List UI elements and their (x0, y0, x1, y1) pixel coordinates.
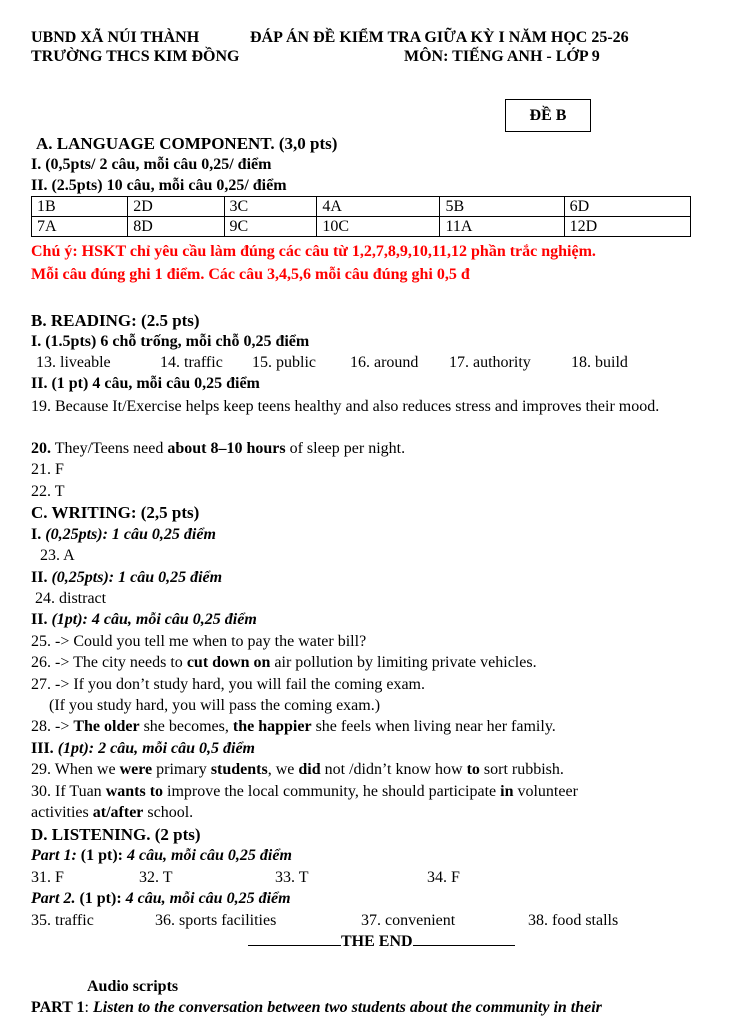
divider (248, 945, 341, 946)
school-name: TRƯỜNG THCS KIM ĐỒNG (31, 48, 240, 65)
answer-cell: 2D (128, 197, 224, 217)
answer-28: 28. -> The older she becomes, the happier she feels when living near her family. (31, 718, 556, 735)
list-item: 35. traffic (31, 912, 94, 929)
blank-answers (0, 353, 735, 373)
note-line-1: Chú ý: HSKT chỉ yêu cầu làm đúng các câu từ 1,2,7,8,9,10,11,12 phần trắc nghiệm. (31, 243, 596, 260)
list-item: 38. food stalls (528, 912, 619, 929)
answer-23: 23. A (40, 547, 75, 564)
listening-part1-answers (0, 868, 735, 888)
section-c-part4: III. (1pt): 2 câu, mỗi câu 0,5 điểm (31, 740, 255, 757)
answer-table (31, 196, 691, 237)
section-d-part1: Part 1: (1 pt): 4 câu, mỗi câu 0,25 điểm (31, 847, 292, 864)
section-d-title: D. LISTENING. (2 pts) (31, 825, 201, 844)
the-end: THE END (248, 932, 515, 952)
table-row (32, 197, 691, 217)
list-item: 13. liveable (36, 354, 111, 371)
school-district: UBND XÃ NÚI THÀNH (31, 29, 200, 46)
answer-26: 26. -> The city needs to cut down on air pollution by limiting private vehicles. (31, 654, 537, 671)
subject-line: MÔN: TIẾNG ANH - LỚP 9 (404, 48, 600, 65)
list-item: 15. public (252, 354, 316, 371)
section-d-part2: Part 2. (1 pt): 4 câu, mỗi câu 0,25 điểm (31, 890, 291, 907)
answer-22: 22. T (31, 483, 65, 500)
answer-24: 24. distract (35, 590, 107, 607)
answer-20: 20. They/Teens need about 8–10 hours of sleep per night. (31, 440, 406, 457)
listening-part2-answers (0, 911, 735, 931)
section-c-part2: II. (0,25pts): 1 câu 0,25 điểm (31, 569, 223, 586)
answer-cell: 11A (440, 217, 564, 237)
section-b-part2: II. (1 pt) 4 câu, mỗi câu 0,25 điểm (31, 375, 260, 392)
answer-cell: 6D (564, 197, 690, 217)
answer-19: 19. Because It/Exercise helps keep teens healthy and also reduces stress and improves their mood. (31, 398, 660, 415)
answer-cell: 8D (128, 217, 224, 237)
list-item: 37. convenient (361, 912, 456, 929)
list-item: 17. authority (449, 354, 531, 371)
answer-cell: 9C (224, 217, 317, 237)
list-item: 31. F (31, 869, 64, 886)
section-a-title: A. LANGUAGE COMPONENT. (3,0 pts) (36, 134, 338, 153)
section-c-part3: II. (1pt): 4 câu, mỗi câu 0,25 điểm (31, 611, 257, 628)
answer-cell: 1B (32, 197, 128, 217)
document-title: ĐÁP ÁN ĐỀ KIỂM TRA GIỮA KỲ I NĂM HỌC 25-26 (250, 29, 629, 46)
divider (413, 945, 515, 946)
answer-cell: 10C (317, 217, 440, 237)
exam-code-box: ĐỀ B (505, 99, 591, 132)
section-b-title: B. READING: (2.5 pts) (31, 311, 200, 330)
answer-cell: 3C (224, 197, 317, 217)
list-item: 32. T (139, 869, 173, 886)
table-row (32, 217, 691, 237)
list-item: 16. around (350, 354, 419, 371)
section-b-part1: I. (1.5pts) 6 chỗ trống, mỗi chỗ 0,25 điểm (31, 333, 310, 350)
answer-27-alt: (If you study hard, you will pass the coming exam.) (49, 697, 381, 714)
audio-part1-heading: PART 1: Listen to the conversation between two students about the community in their (31, 999, 602, 1016)
answer-cell: 7A (32, 217, 128, 237)
section-c-part1: I. (0,25pts): 1 câu 0,25 điểm (31, 526, 216, 543)
answer-30-continued: activities at/after school. (31, 804, 194, 821)
answer-30: 30. If Tuan wants to improve the local community, he should participate in volunteer (31, 783, 578, 800)
section-a-part1: I. (0,5pts/ 2 câu, mỗi câu 0,25/ điểm (31, 156, 272, 173)
list-item: 18. build (571, 354, 628, 371)
list-item: 34. F (427, 869, 460, 886)
answer-cell: 5B (440, 197, 564, 217)
answer-29: 29. When we were primary students, we did not /didn’t know how to sort rubbish. (31, 761, 564, 778)
section-c-title: C. WRITING: (2,5 pts) (31, 503, 200, 522)
answer-cell: 4A (317, 197, 440, 217)
answer-21: 21. F (31, 461, 64, 478)
list-item: 14. traffic (160, 354, 223, 371)
answer-25: 25. -> Could you tell me when to pay the water bill? (31, 633, 367, 650)
section-a-part2: II. (2.5pts) 10 câu, mỗi câu 0,25/ điểm (31, 177, 287, 194)
answer-cell: 12D (564, 217, 690, 237)
note-line-2: Mỗi câu đúng ghi 1 điểm. Các câu 3,4,5,6 mỗi câu đúng ghi 0,5 đ (31, 266, 470, 283)
list-item: 33. T (275, 869, 309, 886)
list-item: 36. sports facilities (155, 912, 277, 929)
audio-scripts-title: Audio scripts (87, 978, 179, 995)
answer-27: 27. -> If you don’t study hard, you will fail the coming exam. (31, 676, 425, 693)
